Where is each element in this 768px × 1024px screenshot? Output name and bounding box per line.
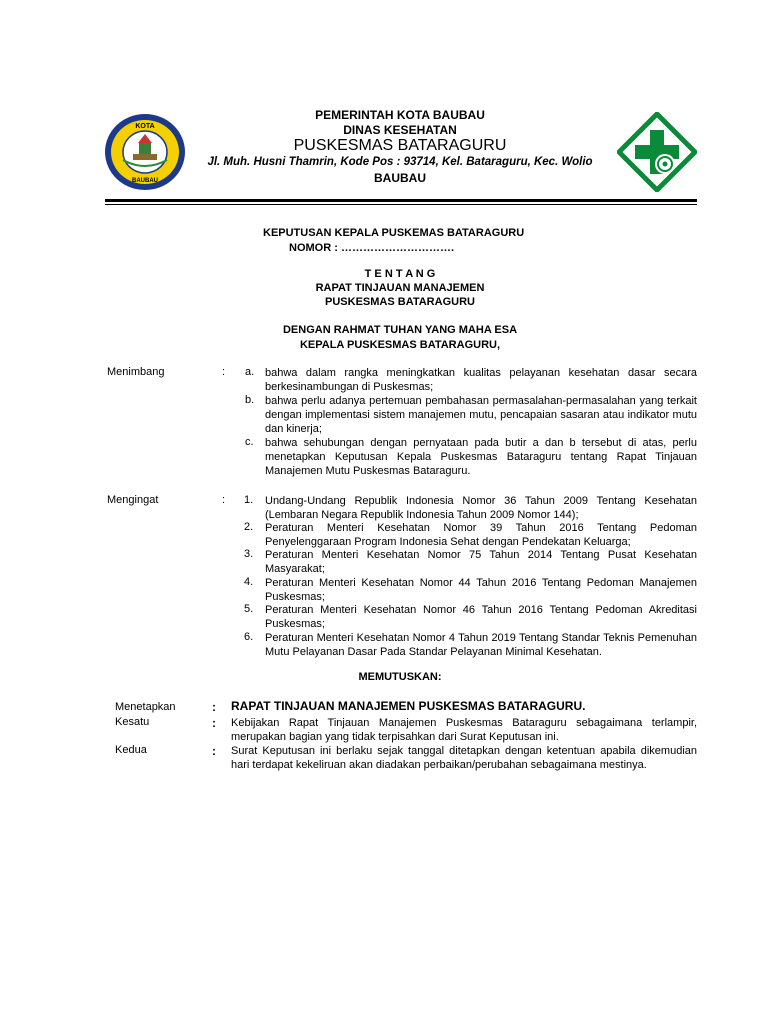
mengingat-item-1: Undang-Undang Republik Indonesia Nomor 36 Tahun 2009 Tentang Kesehatan (Lembaran Negara Republik Indonesia Tahun 2009 Nomor 144);: [265, 495, 697, 521]
mengingat-mark-2: 2.: [244, 521, 254, 533]
decree-number: NOMOR : ………………………….: [289, 242, 454, 254]
menimbang-item-a: bahwa dalam rangka meningkatkan kualitas pelayanan kesehatan dasar secara berkesinambungan di Puskesmas;: [265, 367, 697, 393]
menimbang-mark-a: a.: [245, 366, 255, 378]
rahmat-line: DENGAN RAHMAT TUHAN YANG MAHA ESA: [282, 324, 518, 336]
decree-title: KEPUTUSAN KEPALA PUSKEMAS BATARAGURU: [263, 227, 525, 239]
header-department: DINAS KESEHATAN: [343, 123, 457, 137]
menimbang-label: Menimbang: [107, 366, 165, 378]
mengingat-colon: :: [222, 494, 226, 506]
subject-line-1: RAPAT TINJAUAN MANAJEMEN: [315, 282, 485, 294]
mengingat-mark-5: 5.: [244, 603, 254, 615]
tentang-heading: T E N T A N G: [364, 268, 436, 280]
menimbang-mark-c: c.: [245, 436, 254, 448]
header-rule-thin: [105, 204, 697, 205]
mengingat-mark-6: 6.: [244, 631, 254, 643]
logo-left-top-text: KOTA: [135, 123, 155, 130]
subject-line-2: PUSKESMAS BATARAGURU: [325, 296, 475, 308]
mengingat-mark-1: 1.: [244, 494, 254, 506]
menimbang-colon: :: [222, 366, 226, 378]
mengingat-mark-3: 3.: [244, 548, 254, 560]
mengingat-item-6: Peraturan Menteri Kesehatan Nomor 4 Tahun 2019 Tentang Standar Teknis Pemenuhan Mutu Pelayanan Dasar Pada Standar Pelayanan Minimal Kesehatan.: [265, 632, 697, 658]
kepala-line: KEPALA PUSKESMAS BATARAGURU,: [299, 339, 501, 351]
mengingat-label: Mengingat: [107, 494, 159, 506]
kesatu-colon: :: [212, 716, 216, 730]
kedua-text: Surat Keputusan ini berlaku sejak tanggal ditetapkan dengan ketentuan apabila dikemudian hari terdapat kekeliruan akan diadakan perbaikan/perubahan sebagaimana mestinya.: [231, 745, 697, 771]
header-rule-thick: [105, 199, 697, 202]
header-puskesmas: PUSKESMAS BATARAGURU: [293, 137, 507, 154]
menimbang-item-c: bahwa sehubungan dengan pernyataan pada butir a dan b tersebut di atas, perlu menetapkan Keputusan Kepala Puskesmas Bataraguru tentang Rapat Tinjauan Manajemen Mutu Puskesmas Bataraguru.: [265, 437, 697, 477]
menetapkan-text: RAPAT TINJAUAN MANAJEMEN PUSKESMAS BATARAGURU.: [231, 699, 586, 713]
kesatu-text: Kebijakan Rapat Tinjauan Manajemen Puskesmas Bataraguru sebagaimana terlampir, merupakan bagian yang tidak terpisahkan dari Surat Keputusan ini.: [231, 717, 697, 743]
menimbang-mark-b: b.: [245, 394, 255, 406]
menetapkan-label: Menetapkan: [115, 701, 176, 713]
logo-left-bottom-text: BAUBAU: [132, 178, 158, 184]
mengingat-item-5: Peraturan Menteri Kesehatan Nomor 46 Tahun 2016 Tentang Pedoman Akreditasi Puskesmas;: [265, 604, 697, 630]
kedua-colon: :: [212, 744, 216, 758]
kedua-label: Kedua: [115, 744, 147, 756]
header-government: PEMERINTAH KOTA BAUBAU: [315, 108, 485, 122]
mengingat-mark-4: 4.: [244, 576, 254, 588]
kesatu-label: Kesatu: [115, 716, 150, 728]
menimbang-item-b: bahwa perlu adanya pertemuan pembahasan permasalahan-permasalahan yang terkait dengan implementasi sistem manajemen mutu, pencapaian sasaran atau indikator mutu dan kinerja;: [265, 395, 697, 435]
header-address: Jl. Muh. Husni Thamrin, Kode Pos : 93714, Kel. Bataraguru, Kec. Wolio: [207, 156, 593, 168]
mengingat-item-2: Peraturan Menteri Kesehatan Nomor 39 Tahun 2016 Tentang Pedoman Penyelenggaraan Program Indonesia Sehat dengan Pendekatan Keluarga;: [265, 522, 697, 548]
mengingat-item-4: Peraturan Menteri Kesehatan Nomor 44 Tahun 2016 Tentang Pedoman Manajemen Puskesmas;: [265, 577, 697, 603]
menetapkan-colon: :: [212, 700, 216, 714]
mengingat-item-3: Peraturan Menteri Kesehatan Nomor 75 Tahun 2014 Tentang Pusat Kesehatan Masyarakat;: [265, 549, 697, 575]
header-city: BAUBAU: [374, 171, 426, 185]
memutuskan-heading: MEMUTUSKAN:: [358, 671, 442, 683]
